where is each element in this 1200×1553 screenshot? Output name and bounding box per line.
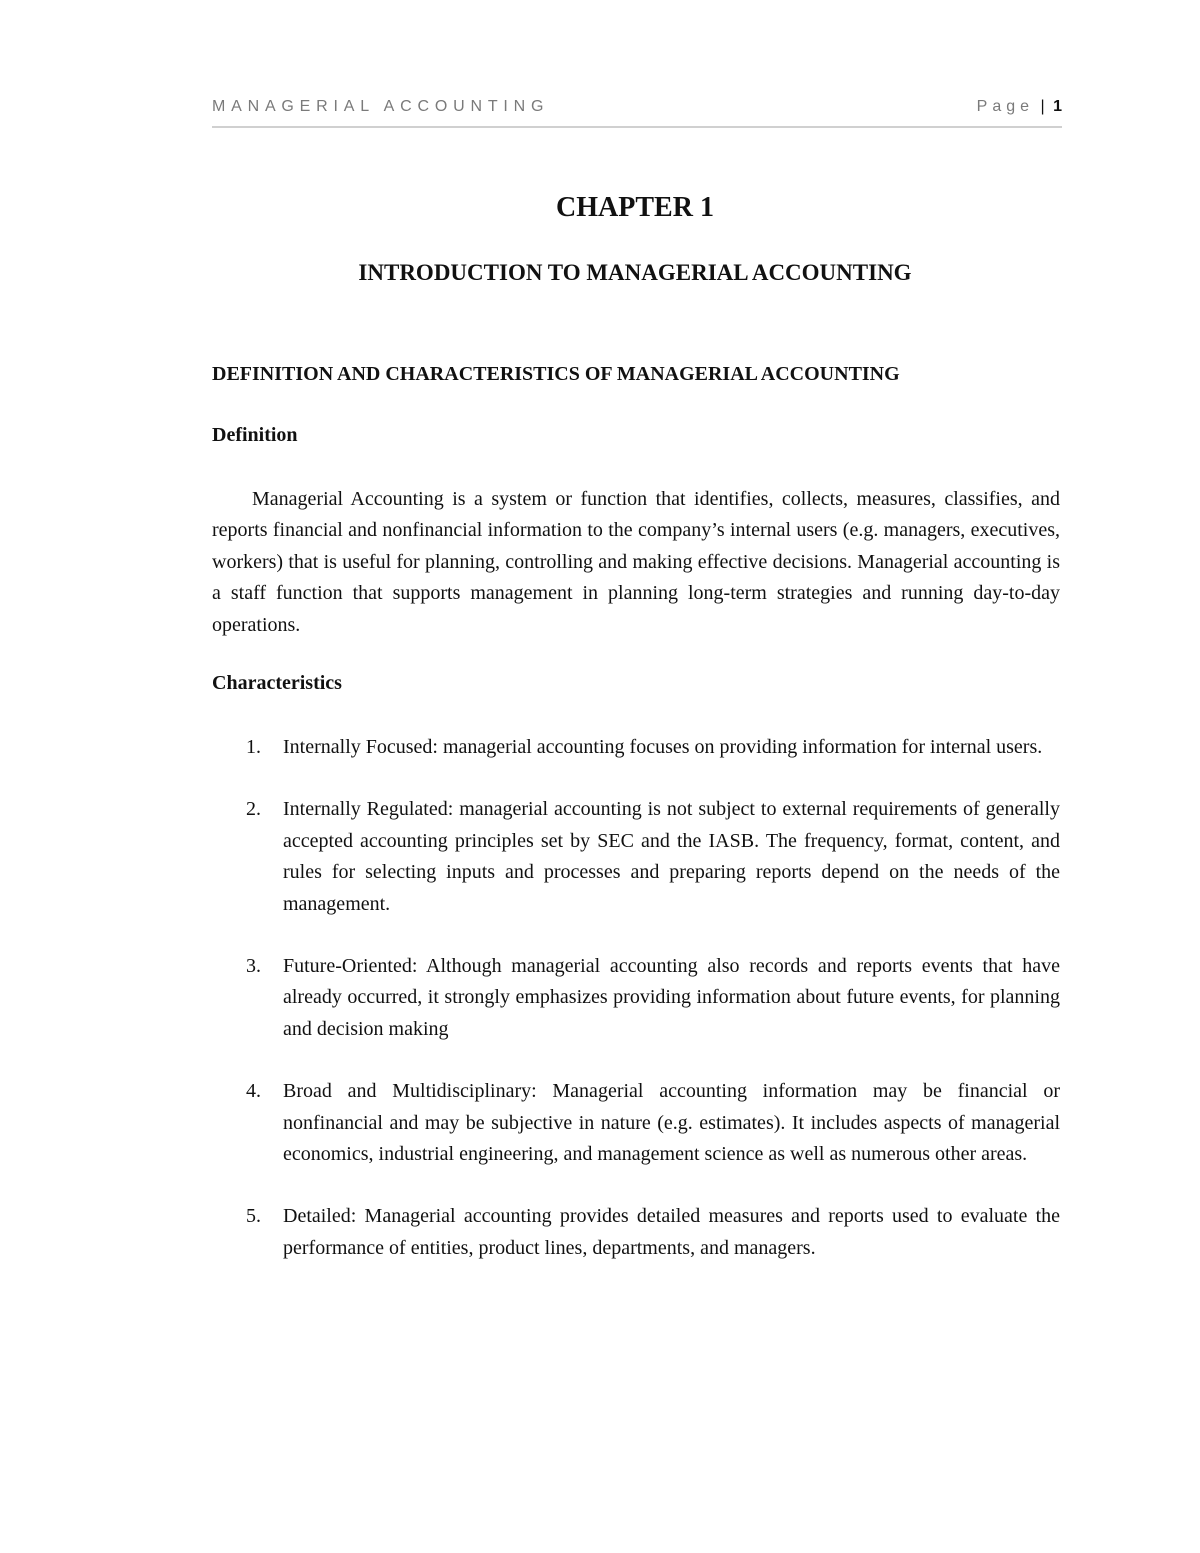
page-label: Page	[976, 98, 1035, 115]
list-item-number: 2.	[246, 798, 261, 821]
running-title: MANAGERIAL ACCOUNTING	[212, 98, 550, 115]
list-item-text: Internally Regulated: managerial accounting is not subject to external requirements of generally accepted accounting principles set by SEC and the IASB. The frequency, format, content, and rules for selecting inputs and processes and preparing reports depend on the needs of the management.	[283, 798, 1060, 915]
chapter-title: INTRODUCTION TO MANAGERIAL ACCOUNTING	[358, 260, 912, 285]
list-item-text: Broad and Multidisciplinary: Managerial accounting information may be financial or nonfinancial and may be subjective in nature (e.g. estimates). It includes aspects of managerial economics, industrial engineering, and management science as well as numerous other areas.	[283, 1080, 1060, 1166]
characteristics-list	[212, 732, 1060, 1264]
running-header	[212, 98, 1062, 128]
definition-paragraph: Managerial Accounting is a system or function that identifies, collects, measures, classifies, and reports financial and nonfinancial information to the company’s internal users (e.g. managers, executives, workers) that is useful for planning, controlling and making effective decisions. Managerial accounting is a staff function that supports management in planning long-term strategies and running day-to-day operations.	[212, 488, 1060, 636]
list-item	[212, 951, 1060, 1045]
list-item	[212, 732, 1060, 763]
page-indicator	[977, 98, 1062, 116]
list-item-text: Internally Focused: managerial accounting focuses on providing information for internal users.	[283, 736, 1043, 758]
chapter-label: CHAPTER 1	[556, 192, 714, 223]
list-item-number: 3.	[246, 955, 261, 978]
definition-heading: Definition	[212, 424, 298, 446]
list-item-number: 5.	[246, 1205, 261, 1228]
section-heading: DEFINITION AND CHARACTERISTICS OF MANAGERIAL ACCOUNTING	[212, 363, 900, 385]
list-item-number: 4.	[246, 1080, 261, 1103]
page-number: 1	[1053, 98, 1062, 115]
list-item-text: Detailed: Managerial accounting provides detailed measures and reports used to evaluate the performance of entities, product lines, departments, and managers.	[283, 1205, 1060, 1259]
list-item	[212, 794, 1060, 920]
characteristics-heading: Characteristics	[212, 672, 342, 694]
list-item-text: Future-Oriented: Although managerial accounting also records and reports events that have already occurred, it strongly emphasizes providing information about future events, for planning and decision making	[283, 955, 1060, 1040]
list-item	[212, 1076, 1060, 1170]
list-item-number: 1.	[246, 736, 261, 758]
page-separator: |	[1040, 98, 1045, 115]
list-item	[212, 1201, 1060, 1264]
